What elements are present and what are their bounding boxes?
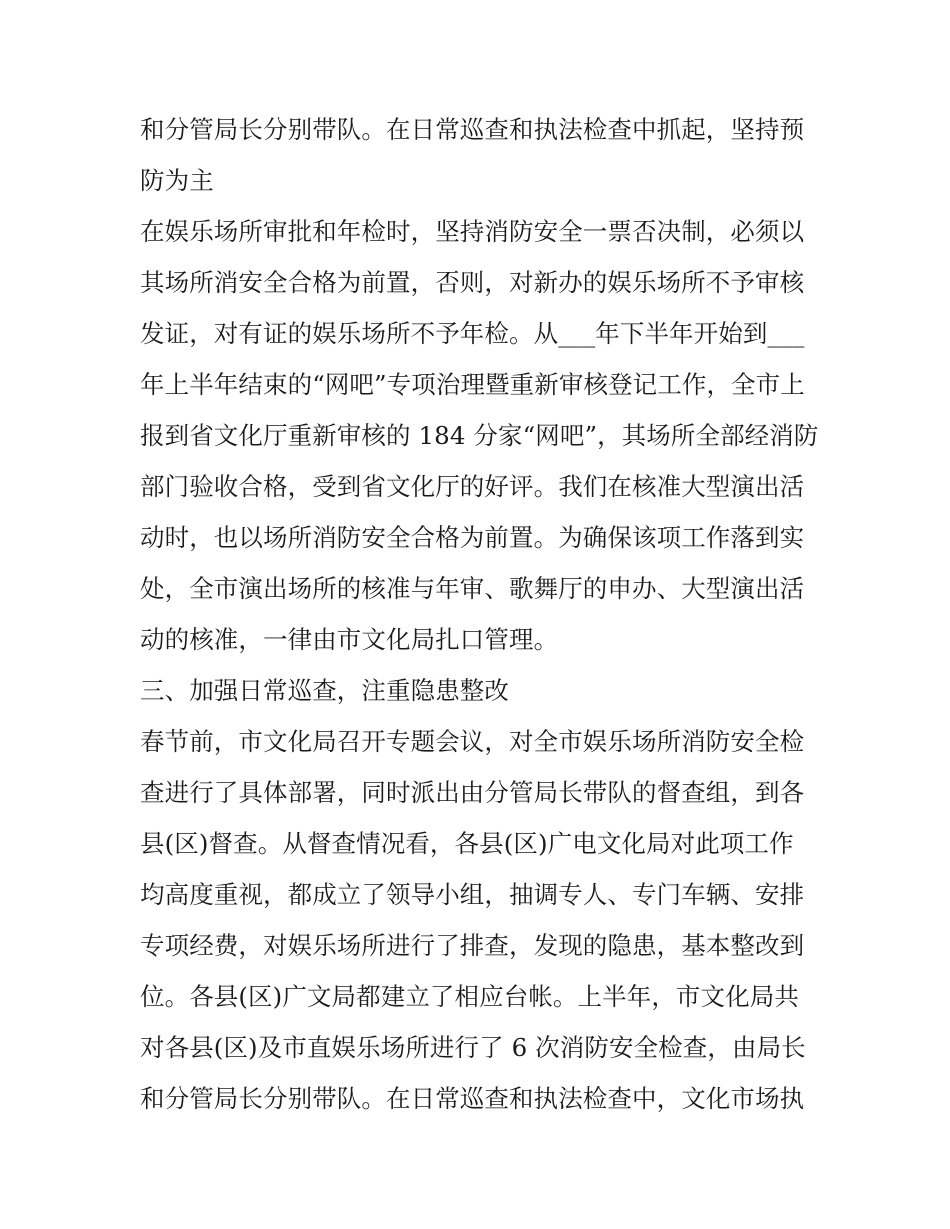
text-line: 其场所消安全合格为前置，否则，对新办的娱乐场所不予审核 [140,268,805,297]
text-line: 年上半年结束的“网吧”专项治理暨重新审核登记工作，全市上 [140,370,805,399]
document-body [140,104,820,1124]
text-line: 动时，也以场所消防安全合格为前置。为确保该项工作落到实 [140,523,805,552]
text-line: 均高度重视，都成立了领导小组，抽调专人、专门车辆、安排 [140,880,805,909]
text-line: 春节前，市文化局召开专题会议，对全市娱乐场所消防安全检 [140,727,805,756]
text-line: 动的核准，一律由市文化局扎口管理。 [140,625,559,654]
text-line: 位。各县(区)广文局都建立了相应台帐。上半年，市文化局共 [140,982,799,1011]
text-line: 和分管局长分别带队。在日常巡查和执法检查中，文化市场执 [140,1084,805,1113]
text-line: 和分管局长分别带队。在日常巡查和执法检查中抓起，坚持预 [140,115,805,144]
text-line: 县(区)督查。从督查情况看，各县(区)广电文化局对此项工作 [140,829,794,858]
text-line: 报到省文化厅重新审核的 184 分家“网吧”，其场所全部经消防 [140,421,819,450]
text-line: 处，全市演出场所的核准与年审、歌舞厅的申办、大型演出活 [140,574,805,603]
text-line: 在娱乐场所审批和年检时，坚持消防安全一票否决制，必须以 [140,217,805,246]
text-line: 查进行了具体部署，同时派出由分管局长带队的督查组，到各 [140,778,805,807]
text-line: 防为主 [140,166,214,195]
text-line: 发证，对有证的娱乐场所不予年检。从___年下半年开始到___ [140,319,805,348]
text-line: 对各县(区)及市直娱乐场所进行了 6 次消防安全检查，由局长 [140,1033,806,1062]
text-line: 部门验收合格，受到省文化厅的好评。我们在核准大型演出活 [140,472,805,501]
text-line: 专项经费，对娱乐场所进行了排查，发现的隐患，基本整改到 [140,931,805,960]
section-heading: 三、加强日常巡查，注重隐患整改 [140,676,509,705]
